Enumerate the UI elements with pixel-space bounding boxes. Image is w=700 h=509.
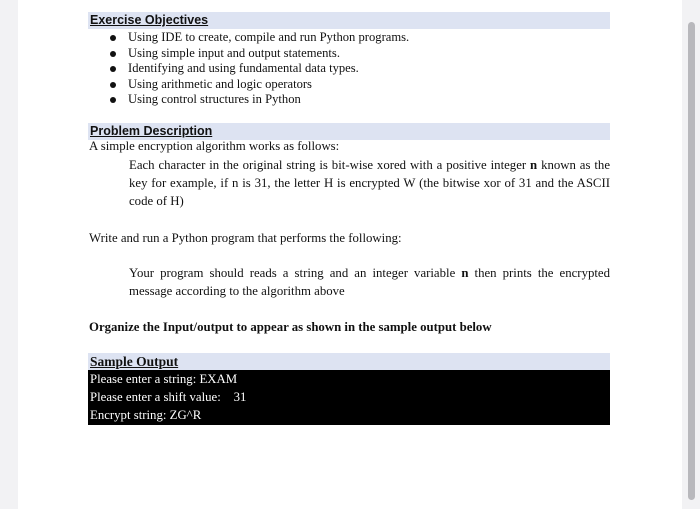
console-line-string: [90, 372, 237, 387]
console-label: Please enter a string:: [90, 372, 197, 386]
problem-detail: [129, 156, 610, 210]
sample-heading: Sample Output: [90, 354, 179, 369]
objective-item: Identifying and using fundamental data types.: [107, 61, 409, 77]
requirement-variable: n: [461, 266, 469, 280]
task-statement: Write and run a Python program that performs the following:: [89, 231, 402, 245]
problem-detail-before: Each character in the original string is bit-wise xored with a positive integer: [129, 158, 531, 172]
problem-intro: A simple encryption algorithm works as follows:: [89, 139, 340, 153]
objective-item: Using IDE to create, compile and run Python programs.: [107, 30, 409, 46]
problem-detail-after: known as the key for example, if n is 31, the letter H is encrypted W (the bitwise xor of 31 and the ASCII code of H): [129, 158, 610, 208]
organize-instruction: Organize the Input/output to appear as shown in the sample output below: [89, 320, 492, 334]
console-line-encrypt: [90, 408, 201, 423]
console-line-shift: [90, 390, 246, 405]
console-value: EXAM: [199, 372, 238, 386]
scrollbar-thumb[interactable]: [688, 22, 695, 500]
objectives-list: [107, 30, 409, 108]
console-label: Encrypt string:: [90, 408, 167, 422]
problem-heading: Problem Description: [90, 124, 213, 138]
sample-output-console: [88, 370, 610, 425]
objective-item: Using arithmetic and logic operators: [107, 77, 409, 93]
console-label: Please enter a shift value:: [90, 390, 221, 404]
requirement-paragraph: [129, 264, 610, 300]
objective-item: Using simple input and output statements.: [107, 46, 409, 62]
requirement-before: Your program should reads a string and an integer variable: [129, 266, 462, 280]
scrollbar-track[interactable]: [682, 0, 700, 509]
key-variable: n: [530, 158, 538, 172]
objectives-heading: Exercise Objectives: [90, 13, 209, 27]
objective-item: Using control structures in Python: [107, 92, 409, 108]
console-value: 31: [233, 390, 247, 404]
console-value: ZG^R: [169, 408, 202, 422]
requirement-after: then prints the encrypted message according to the algorithm above: [129, 266, 610, 298]
